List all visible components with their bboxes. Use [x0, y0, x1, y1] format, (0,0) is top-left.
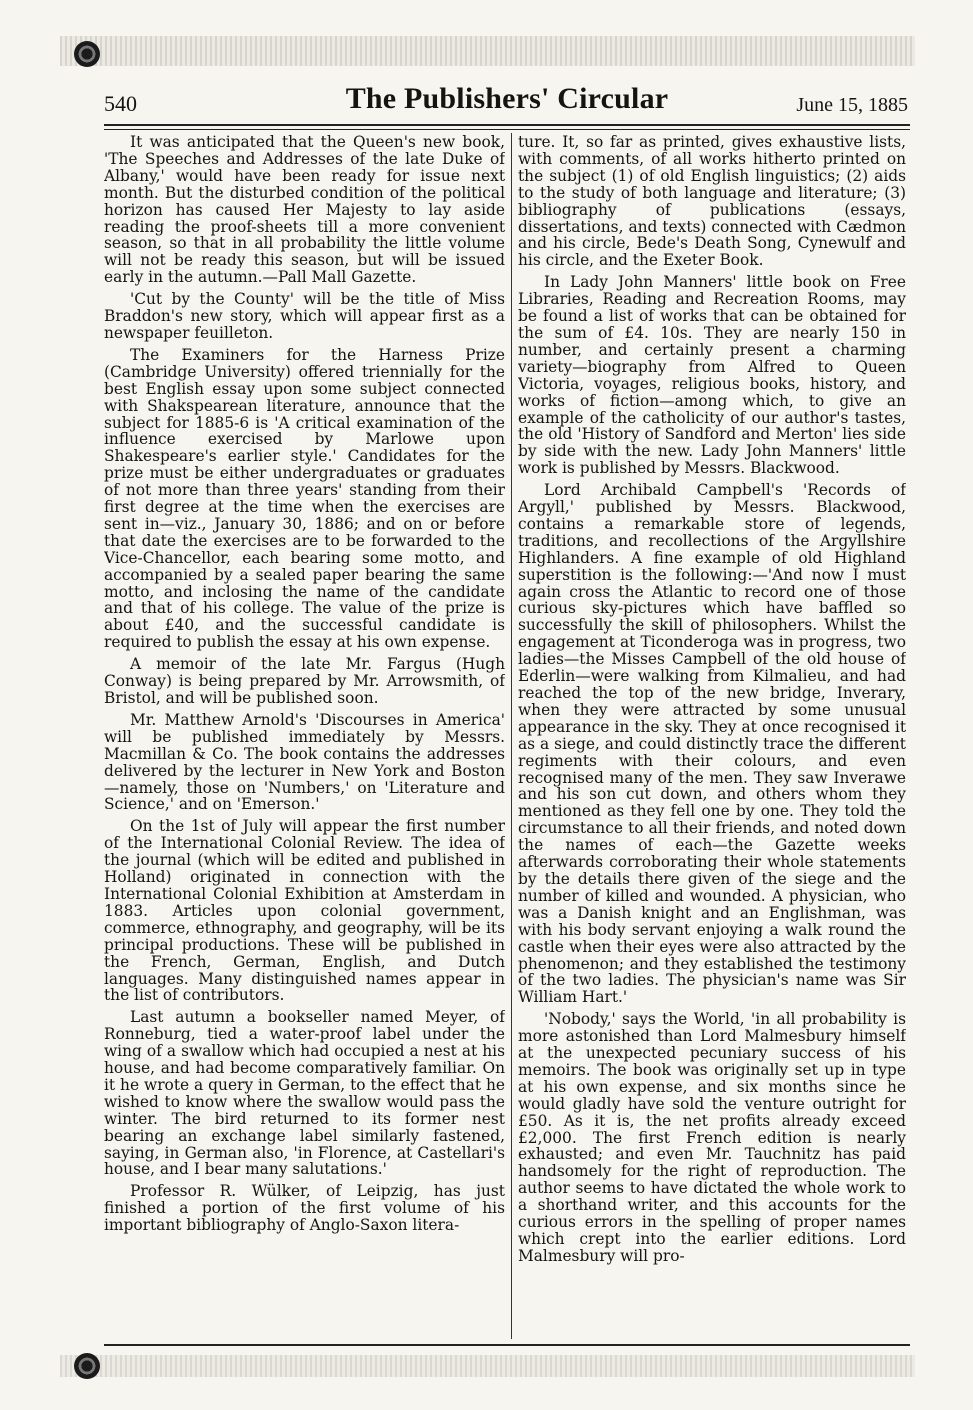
ornament-icon — [74, 41, 100, 67]
column-divider — [511, 133, 512, 1339]
article-paragraph: Lord Archibald Campbell's 'Records of Argyll,' published by Messrs. Blackwood, contains a remarkable store of legends, traditions, and recollections of the Argyllshire Highlanders. A fine example of old Highland superstition is the following:—'And now I must again cross the Atlantic to record one of those curious sky-pictures which have baffled so successfully the skill of philosophers. Whilst the engagement at Ticonderoga was in progress, two ladies—the Misses Campbell of the old house of Ederlin—were walking from Kilmalieu, and had reached the top of the new bridge, Inverary, when they were attracted by some unusual appearance in the sky. They at once recognised it as a siege, and could distinctly trace the different regiments with their colours, and even recognised many of the men. They saw Inverawe and his son cut down, and others whom they mentioned as they fell one by one. They told the circumstance to all their friends, and noted down the names of each—the Gazette weeks afterwards corroborating their whole statements by the details there given of the siege and the number of killed and wounded. A physician, who was a Danish knight and an Englishman, was with his body servant enjoying a walk round the castle when their eyes were also attracted by the phenomenon; and they established the testimony of the two ladies. The physician's name was Sir William Hart.' — [518, 481, 906, 1007]
masthead-title: The Publishers' Circular — [345, 82, 669, 115]
header-rule-thin — [104, 129, 910, 130]
scan-texture-bottom — [60, 1355, 915, 1377]
page-header — [104, 78, 910, 118]
article-paragraph: Last autumn a bookseller named Meyer, of Ronneburg, tied a water-proof label under the wing of a swallow which had occupied a nest at his house, and had become comparatively familiar. On it he wrote a query in German, to the effect that he wished to know where the swallow would pass the winter. The bird returned to its former nest bearing an exchange label similarly fastened, saying, in German also, 'in Florence, at Castellari's house, and I bear many salutations.' — [104, 1008, 505, 1179]
article-paragraph: A memoir of the late Mr. Fargus (Hugh Conway) is being prepared by Mr. Arrowsmith, of Bristol, and will be published soon. — [104, 655, 505, 707]
article-paragraph: 'Nobody,' says the World, 'in all probability is more astonished than Lord Malmesbury himself at the unexpected pecuniary success of his memoirs. The book was originally set up in type at his own expense, and six months since he would gladly have sold the venture outright for £50. As it is, the net profits already exceed £2,000. The first French edition is nearly exhausted; and even Mr. Tauchnitz has paid handsomely for the right of reproduction. The author seems to have dictated the whole work to a shorthand writer, and this accounts for the curious errors in the spelling of proper names which crept into the earlier editions. Lord Malmesbury will pro- — [518, 1010, 906, 1265]
footer-rule — [104, 1344, 910, 1346]
right-column — [518, 134, 906, 1340]
article-paragraph: In Lady John Manners' little book on Free Libraries, Reading and Recreation Rooms, may be found a list of works that can be obtained for the sum of £4. 10s. They are nearly 150 in number, and certainly present a charming variety—biography from Alfred to Queen Victoria, voyages, religious books, history, and works of fiction—among which, to give an example of the catholicity of our author's tastes, the old 'History of Sandford and Merton' lies side by side with the new. Lady John Manners' little work is published by Messrs. Blackwood. — [518, 273, 906, 478]
article-paragraph: ture. It, so far as printed, gives exhaustive lists, with comments, of all works hitherto printed on the subject (1) of old English linguistics; (2) aids to the study of both language and literature; (3) bibliography of publications (essays, dissertations, and texts) connected with Cædmon and his circle, Bede's Death Song, Cynewulf and his circle, and the Exeter Book. — [518, 134, 906, 270]
article-paragraph: The Examiners for the Harness Prize (Cambridge University) offered triennially for the best English essay upon some subject connected with Shakspearean literature, announce that the subject for 1885-6 is 'A critical examination of the influence exercised by Marlowe upon Shakespeare's earlier style.' Candidates for the prize must be either undergraduates or graduates of not more than three years' standing from their first degree at the time when the exercises are sent in—viz., January 30, 1886; and on or before that date the exercises are to be forwarded to the Vice-Chancellor, each bearing some motto, and accompanied by a sealed paper bearing the same motto, and inclosing the name of the candidate and that of his college. The value of the prize is about £40, and the successful candidate is required to publish the essay at his own expense. — [104, 345, 505, 652]
article-paragraph: 'Cut by the County' will be the title of Miss Braddon's new story, which will appear first as a newspaper feuilleton. — [104, 290, 505, 342]
issue-date: June 15, 1885 — [796, 94, 908, 116]
article-paragraph: It was anticipated that the Queen's new book, 'The Speeches and Addresses of the late Duke of Albany,' would have been ready for issue next month. But the disturbed condition of the political horizon has caused Her Majesty to lay aside reading the proof-sheets till a more convenient season, so that in all probability the little volume will not be ready this season, but will be issued early in the autumn.—Pall Mall Gazette. — [104, 134, 505, 287]
header-rule — [104, 124, 910, 126]
scan-texture-top — [60, 36, 915, 66]
left-column — [104, 134, 505, 1340]
article-paragraph: Professor R. Wülker, of Leipzig, has just finished a portion of the first volume of his important bibliography of Anglo-Saxon litera- — [104, 1182, 505, 1235]
article-paragraph: Mr. Matthew Arnold's 'Discourses in America' will be published immediately by Messrs. Macmillan & Co. The book contains the addresses delivered by the lecturer in New York and Boston—namely, those on 'Numbers,' on 'Literature and Science,' and on 'Emerson.' — [104, 710, 505, 814]
article-paragraph: On the 1st of July will appear the first number of the International Colonial Review. The idea of the journal (which will be edited and published in Holland) originated in connection with the International Colonial Exhibition at Amsterdam in 1883. Articles upon colonial government, commerce, ethnography, and geography, will be its principal productions. These will be published in the French, German, English, and Dutch languages. Many distinguished names appear in the list of contributors. — [104, 817, 505, 1005]
page-number: 540 — [104, 91, 137, 116]
ornament-icon — [74, 1353, 100, 1379]
